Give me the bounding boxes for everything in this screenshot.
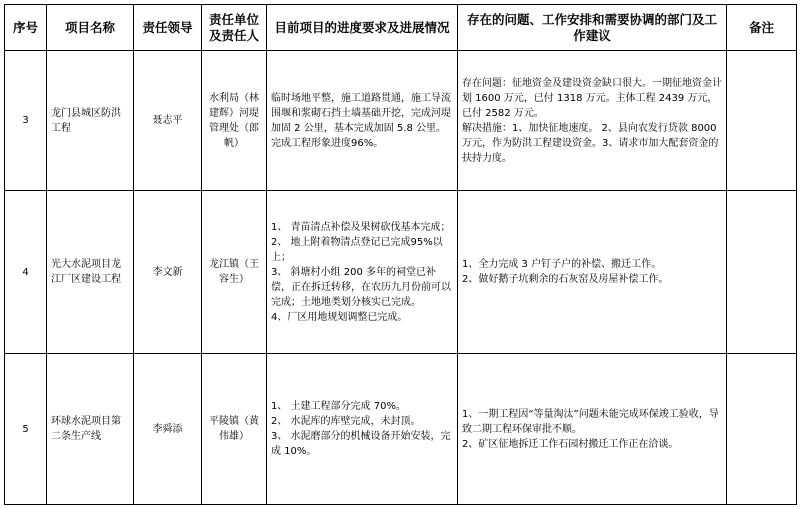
row-issues (458, 51, 727, 191)
row-progress (267, 191, 458, 354)
header-row (5, 5, 797, 51)
header-seq: 序号 (5, 5, 47, 51)
header-project-name: 项目名称 (47, 5, 134, 51)
row-unit: 水利局（林建辉）河堤管理处（郎帆） (202, 51, 267, 191)
row-progress: 临时场地平整，施工道路贯通，施工导流围堰和浆砌石挡土墙基础开挖，完成河堤加固 2 公里，基本完成加固 5.8 公里。完成工程形象进度96%。 (267, 51, 458, 191)
header-progress: 目前项目的进度要求及进展情况 (267, 5, 458, 51)
row-project-name: 龙门县城区防洪工程 (47, 51, 134, 191)
issue-text: 2、做好鹅子坑剩余的石灰窑及房屋补偿工作。 (462, 274, 669, 285)
row-project-name: 光大水泥项目龙江厂区建设工程 (47, 191, 134, 354)
row-progress (267, 354, 458, 505)
row-remark (727, 191, 797, 354)
header-unit: 责任单位及责任人 (202, 5, 267, 51)
progress-item: 2、 水泥库的库壁完成，未封顶。 (271, 416, 421, 427)
progress-item: 3、 水泥磨部分的机械设备开始安装，完成 10%。 (271, 431, 451, 457)
header-remark: 备注 (727, 5, 797, 51)
row-leader: 李文新 (134, 191, 202, 354)
row-project-name: 环球水泥项目第二条生产线 (47, 354, 134, 505)
row-leader: 聂志平 (134, 51, 202, 191)
project-progress-table (4, 4, 797, 505)
issue-text: 解决措施：1、加快征地速度。 2、县向农发行贷款 8000 万元，作为防洪工程建设资金。3、请求市加大配套资金的扶持力度。 (462, 122, 719, 164)
progress-item: 1、 青苗清点补偿及果树砍伐基本完成； (271, 221, 451, 233)
issue-text: 存在问题：征地资金及建设资金缺口很大。一期征地资金计划 1600 万元，已付 1318 万元。主体工程 2439 万元，已付 2582 万元。 (462, 77, 722, 119)
header-issues: 存在的问题、工作安排和需要协调的部门及工作建议 (458, 5, 727, 51)
row-seq: 3 (5, 51, 47, 191)
row-remark (727, 51, 797, 191)
row-unit: 龙江镇（王容生） (202, 191, 267, 354)
progress-item: 1、 土建工程部分完成 70%。 (271, 401, 406, 412)
row-seq: 5 (5, 354, 47, 505)
header-leader: 责任领导 (134, 5, 202, 51)
issue-text: 2、矿区征地拆迁工作石园村搬迁工作正在洽谈。 (462, 438, 679, 450)
progress-item: 2、 地上附着物清点登记已完成95%以上； (271, 236, 443, 263)
progress-item: 4、厂区用地规划调整已完成。 (271, 311, 408, 323)
row-remark (727, 354, 797, 505)
table-row (5, 354, 797, 505)
row-unit: 平陵镇（黄伟雄） (202, 354, 267, 505)
row-issues (458, 191, 727, 354)
row-seq: 4 (5, 191, 47, 354)
row-leader: 李舜添 (134, 354, 202, 505)
issue-text: 1、全力完成 3 户钉子户的补偿、搬迁工作。 (462, 259, 662, 270)
table-row (5, 51, 797, 191)
progress-item: 3、 斜塘村小组 200 多年的祠堂已补偿，正在拆迁转移，在农历九月份前可以完成；土地地类划分核实已完成。 (271, 266, 451, 308)
issue-text: 1、一期工程因“等量淘汰”问题未能完成环保竣工验收，导致二期工程环保审批不顺。 (462, 408, 719, 435)
row-issues (458, 354, 727, 505)
table-row (5, 191, 797, 354)
